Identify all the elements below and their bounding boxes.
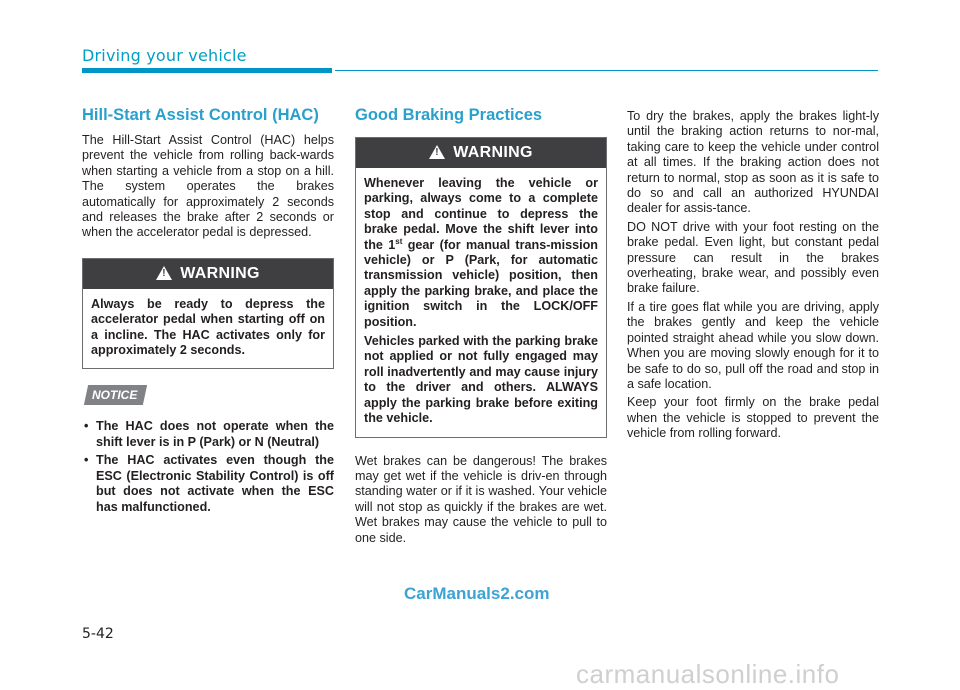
- left-column: [82, 106, 334, 518]
- hac-heading: Hill-Start Assist Control (HAC): [82, 106, 319, 124]
- header-rule-thin: [335, 70, 878, 71]
- warning-triangle-icon: [429, 145, 445, 159]
- warning-body: [356, 168, 606, 437]
- warning-header: [83, 259, 333, 289]
- hac-paragraph: The Hill-Start Assist Control (HAC) helps prevent the vehicle from rolling back-wards when starting a vehicle from a stop on a hill. The system operates the brakes automatically for approximately 2 seconds and releases the brake after 2 seconds or when the accelerator pedal is depressed.: [82, 133, 334, 240]
- header-rule-thick: [82, 68, 332, 73]
- body-paragraph: If a tire goes flat while you are driving, apply the brakes gently and keep the vehicle pointed straight ahead while you slow down. When you are moving slowly enough for it to be safe to do so, pull off the road and stop in a safe location.: [627, 299, 879, 391]
- right-column: [627, 109, 879, 445]
- braking-heading: Good Braking Practices: [355, 106, 543, 124]
- page-number: 5-42: [82, 626, 114, 642]
- warning-label: WARNING: [453, 144, 533, 161]
- warning-text-2: Vehicles parked with the parking brake not applied or not fully engaged may roll inadvertently and may cause injury to the driver and others. ALWAYS apply the parking brake before exiting the vehicle.: [364, 334, 598, 426]
- watermark-bottom: carmanualsonline.info: [576, 659, 840, 689]
- braking-warning-box: [355, 137, 607, 438]
- body-paragraph: Keep your foot firmly on the brake pedal when the vehicle is stopped to prevent the vehicle from rolling forward.: [627, 395, 879, 441]
- notice-badge: [84, 385, 148, 405]
- notice-list: [82, 419, 334, 514]
- warning-label: WARNING: [180, 264, 260, 282]
- body-paragraph: DO NOT drive with your foot resting on the brake pedal. Even light, but constant pedal pressure can result in the brakes overheating, brake wear, and possibly even brake failure.: [627, 219, 879, 296]
- middle-column: [355, 106, 607, 549]
- warning-text: Always be ready to depress the accelerator pedal when starting off on a incline. The HAC activates only for approximately 2 seconds.: [91, 296, 325, 358]
- warning-header: [356, 138, 606, 168]
- warning-text-1-b: gear (for manual trans-mission vehicle) or P (Park, for automatic transmission vehicle) position, then apply the parking brake, and place the ignition switch in the LOCK/OFF position.: [364, 237, 598, 329]
- wet-brakes-paragraph: Wet brakes can be dangerous! The brakes may get wet if the vehicle is driv-en through standing water or if it is washed. Your vehicle will not stop as quickly if the brakes are wet. Wet brakes may cause the vehicle to pull to one side.: [355, 453, 607, 545]
- ordinal-suffix: st: [395, 236, 403, 246]
- warning-body: [83, 289, 333, 369]
- notice-item: • The HAC activates even though the ESC (Electronic Stability Control) is off but does not activate when the ESC has malfunctioned.: [82, 453, 334, 515]
- warning-triangle-icon: [156, 266, 172, 280]
- body-paragraph: To dry the brakes, apply the brakes light-ly until the braking action returns to nor-mal, taking care to keep the vehicle under control at all times. If the braking action does not return to normal, stop as soon as it is safe to do so and call an authorized HYUNDAI dealer for assis-tance.: [627, 109, 879, 216]
- notice-label: NOTICE: [92, 388, 138, 403]
- section-title: Driving your vehicle: [82, 46, 247, 65]
- notice-item: • The HAC does not operate when the shift lever is in P (Park) or N (Neutral): [82, 419, 334, 450]
- hac-warning-box: [82, 258, 334, 370]
- warning-text-1: [364, 176, 598, 330]
- watermark-link[interactable]: CarManuals2.com: [404, 584, 550, 603]
- warning-text-1-a: Whenever leaving the vehicle or parking, always come to a complete stop and continue to depress the brake pedal. Move the shift lever into the 1: [364, 176, 598, 252]
